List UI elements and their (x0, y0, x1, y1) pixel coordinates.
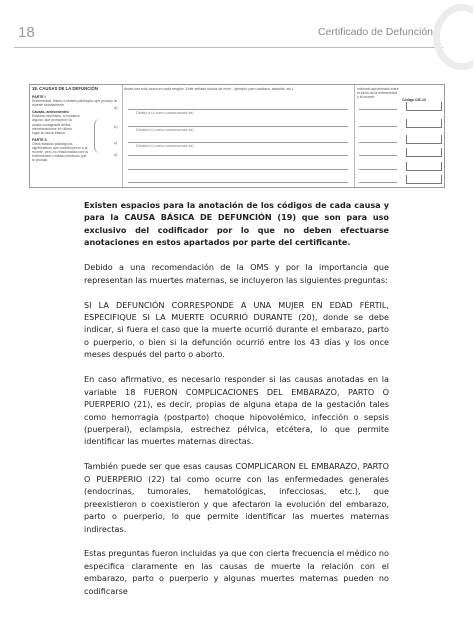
interval-line (359, 169, 397, 170)
line-letter-a: a) (114, 105, 118, 110)
running-title: Certificado de Defunción (318, 26, 433, 38)
paragraph-questions-rationale: Estas preguntas fueron incluidas ya que con cierta frecuencia el médico no especifica claramente en las causas de muerte la relación con el embarazo, parto o puerperio y algunas muertes maternas pueden no codificarse (84, 548, 389, 596)
cause-line-d (128, 155, 348, 156)
code-box (406, 148, 442, 157)
form-causes-column (122, 85, 354, 187)
intermediate-title: Causas, antecedentes (32, 110, 69, 115)
paragraph-fertile-age: SI LA DEFUNCIÓN CORRESPONDE A UNA MUJER EN EDAD FÉRTIL, ESPECIFIQUE SI LA MUERTE OCURRIÓ DURANTE (20), donde se debe indicar, si fuera el caso que la muerte ocurrió durante el embarazo, parto o puerperio, o bien si la defunción ocurrió entre los 43 días y los once meses después del parto o aborto. (84, 299, 389, 360)
form-section-title: 18. CAUSAS DE LA DEFUNCIÓN (32, 86, 98, 91)
line-letter-b: b) (114, 124, 118, 129)
paragraph-coding-spaces: Existen espacios para la anotación de los códigos de cada causa y para la CAUSA BÁSICA DE DEFUNCIÓN (19) que son para uso exclusivo del codificador por lo que no deben efectuarse anotaciones en estos apartados por parte del certificante. (84, 200, 389, 248)
interval-line (359, 126, 397, 127)
paragraph-oms-recommendation: Debido a una recomendación de la OMS y por la importancia que representan las muertes maternas, se incluyeron las siguientes preguntas: (84, 262, 389, 285)
paragraph-direct-maternal: En caso afirmativo, es necesario responder si las causas anotadas en la variable 18 FUERON COMPLICACIONES DEL EMBARAZO, PARTO O PUERPERIO (21), es decir, propias de alguna etapa de la gestación tales como hemorragia (postparto) choque hipovolémico, infección o sepsis (puerperal), eclampsia, estrechez pélvica, etcétera, lo que permite identificar las muertes maternas directas. (84, 374, 389, 447)
due-to-label-3: Debido a (o como consecuencia de) (136, 144, 194, 148)
cause-line-c (128, 142, 348, 143)
line-letter-c: c) (114, 140, 118, 145)
part1-label: PARTE I (32, 95, 46, 99)
intermediate-text: Estados morbosos, si existiera alguno, que produjeron la causa consignada arriba, mencionándose en último lugar la causa básica (32, 114, 80, 135)
code-box (406, 175, 442, 184)
part2-line-1 (128, 169, 348, 170)
code-box (406, 135, 442, 144)
brace-mark (94, 119, 103, 153)
interval-line (359, 142, 397, 143)
form-interval-column (354, 85, 401, 187)
page-number: 18 (18, 24, 35, 41)
part2-text: Otros estados patológicos significativos que contribuyeron a la muerte, pero no relacionados con la enfermedad o estado morboso que la produjo (32, 141, 88, 163)
paragraph-indirect-maternal: También puede ser que esas causas COMPLICARON EL EMBARAZO, PARTO O PUERPERIO (22) tal como ocurre con las enfermedades generales (endocrinas, tumorales, hematológicas, infecciosas, etc.), que preexistieron o coexistieron y que afectaron la evolución del embarazo, parto o puerperio, lo que permite identificar las muertes maternas indirectas. (84, 461, 389, 534)
interval-line (359, 155, 397, 156)
interval-header: Intervalo aproximado entre el inicio de la enfermedad y la muerte (357, 87, 399, 100)
part1-text: Enfermedad, lesión o estado patológico que produjo la muerte directamente (32, 99, 117, 108)
form-code-column (400, 85, 446, 187)
form-labels-column (30, 85, 123, 187)
decorative-arc (433, 4, 473, 70)
line-letter-d: d) (114, 152, 118, 157)
code-box (406, 162, 442, 171)
part2-line-2 (128, 182, 348, 183)
code-box (406, 102, 442, 111)
code-header: Código CIE-10 (402, 98, 426, 102)
cause-line-b (128, 126, 348, 127)
causes-form-illustration (29, 84, 445, 188)
cause-line-a (128, 109, 348, 110)
body-text (84, 199, 389, 597)
due-to-label-1: Debido a (o como consecuencia de) (136, 111, 194, 115)
interval-line (359, 109, 397, 110)
part2-label: PARTE II (32, 137, 47, 142)
interval-line (359, 182, 397, 183)
code-box (406, 119, 442, 128)
form-instruction: Anote una sola causa en cada renglón. Evite señalar modos de morir - ejemplo: paro cardíaco, asistolia, etc.) (124, 87, 294, 91)
header-divider (14, 47, 443, 48)
due-to-label-2: Debido a (o como consecuencia de) (136, 128, 194, 132)
